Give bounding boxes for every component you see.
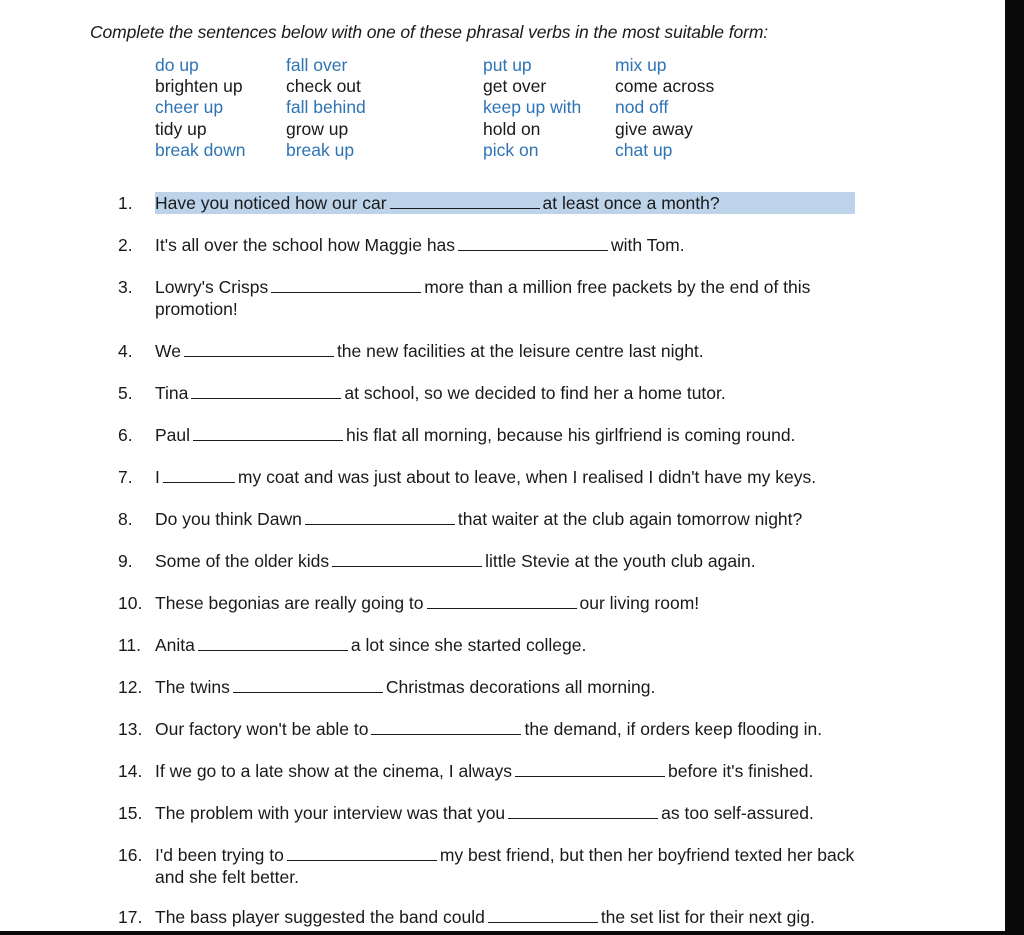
question-number: 17.: [118, 907, 143, 927]
answer-blank[interactable]: [427, 593, 577, 609]
dark-edge-right: [1005, 0, 1024, 935]
answer-blank[interactable]: [305, 509, 455, 525]
verb-item: break up: [286, 139, 355, 160]
question-after: at school, so we decided to find her a home tutor.: [344, 383, 726, 403]
question-number: 3.: [118, 277, 133, 297]
question-text: [155, 718, 855, 740]
question-text: [155, 508, 855, 530]
verb-item: cheer up: [155, 97, 224, 118]
question-after: the set list for their next gig.: [600, 907, 815, 927]
answer-blank[interactable]: [488, 907, 598, 923]
answer-blank[interactable]: [184, 341, 334, 357]
question-number: 4.: [118, 341, 133, 361]
answer-blank[interactable]: [287, 845, 437, 861]
question-after: a lot since she started college.: [350, 635, 587, 655]
question-number: 15.: [118, 803, 143, 823]
question-after: the demand, if orders keep flooding in.: [524, 719, 823, 739]
verb-item: get over: [483, 76, 547, 97]
question-before: If we go to a late show at the cinema, I always: [155, 761, 512, 781]
answer-blank[interactable]: [198, 635, 348, 651]
verb-item: put up: [483, 55, 532, 75]
answer-blank[interactable]: [191, 383, 341, 399]
question-before: Some of the older kids: [155, 551, 330, 571]
question-after: our living room!: [579, 593, 700, 613]
question-after: the new facilities at the leisure centre last night.: [336, 341, 704, 361]
verb-item: mix up: [615, 55, 667, 75]
answer-blank[interactable]: [515, 761, 665, 777]
question-number: 9.: [118, 551, 133, 571]
question-after: with Tom.: [611, 235, 685, 255]
question-number: 6.: [118, 425, 133, 445]
question-before: It's all over the school how Maggie has: [155, 235, 456, 255]
question-before: Tina: [155, 383, 189, 403]
question-number: 1.: [118, 193, 133, 213]
question-before: Anita: [155, 635, 195, 655]
question-after: before it's finished.: [668, 761, 814, 781]
verb-item: tidy up: [155, 118, 207, 139]
verb-column-1: [155, 55, 245, 161]
verb-item: check out: [286, 76, 361, 97]
question-text: [155, 760, 855, 782]
verb-column-2: [286, 55, 366, 161]
question-before: The problem with your interview was that you: [155, 803, 506, 823]
verb-item: give away: [615, 118, 693, 139]
answer-blank[interactable]: [390, 193, 540, 209]
question-after: my coat and was just about to leave, when I realised I didn't have my keys.: [237, 467, 817, 487]
question-text: [155, 676, 855, 698]
instruction-heading: Complete the sentences below with one of these phrasal verbs in the most suitable form:: [90, 22, 769, 42]
verb-item: pick on: [483, 139, 539, 160]
question-before: The bass player suggested the band could: [155, 907, 485, 927]
question-before: Lowry's Crisps: [155, 277, 269, 297]
question-number: 7.: [118, 467, 133, 487]
question-before: Have you noticed how our car: [155, 193, 387, 213]
question-before: I: [155, 467, 160, 487]
question-text: [155, 802, 855, 824]
question-text: [155, 340, 855, 362]
question-number: 13.: [118, 719, 143, 739]
verb-item: keep up with: [483, 97, 582, 118]
question-text: [155, 466, 855, 488]
question-number: 10.: [118, 593, 143, 613]
answer-blank[interactable]: [371, 719, 521, 735]
question-text: [155, 276, 855, 320]
question-number: 5.: [118, 383, 133, 403]
question-after: my best friend, but then her boyfriend texted her back and she felt better.: [155, 845, 855, 887]
question-after: little Stevie at the youth club again.: [485, 551, 756, 571]
verb-item: brighten up: [155, 76, 243, 97]
question-after: that waiter at the club again tomorrow night?: [457, 509, 803, 529]
question-before: Our factory won't be able to: [155, 719, 369, 739]
question-before: The twins: [155, 677, 230, 697]
verb-item: fall over: [286, 55, 348, 75]
verb-column-4: [615, 55, 714, 161]
question-before: Paul: [155, 425, 191, 445]
answer-blank[interactable]: [233, 677, 383, 693]
answer-blank[interactable]: [458, 235, 608, 251]
question-before: These begonias are really going to: [155, 593, 424, 613]
answer-blank[interactable]: [163, 467, 235, 483]
verb-item: grow up: [286, 118, 349, 139]
question-number: 2.: [118, 235, 133, 255]
verb-item: come across: [615, 76, 715, 97]
question-text: [155, 634, 855, 656]
question-text: [155, 424, 855, 446]
verb-item: break down: [155, 139, 246, 160]
answer-blank[interactable]: [332, 551, 482, 567]
question-number: 12.: [118, 677, 143, 697]
question-text: [155, 192, 855, 214]
question-after: at least once a month?: [542, 193, 720, 213]
question-number: 8.: [118, 509, 133, 529]
question-number: 14.: [118, 761, 143, 781]
verb-item: chat up: [615, 139, 673, 160]
verb-item: hold on: [483, 118, 541, 139]
question-before: We: [155, 341, 181, 361]
question-number: 16.: [118, 845, 143, 865]
verb-column-3: [483, 55, 581, 161]
question-number: 11.: [118, 635, 142, 655]
question-text: [155, 906, 855, 928]
question-after: Christmas decorations all morning.: [385, 677, 656, 697]
question-text: [155, 550, 855, 572]
question-after: his flat all morning, because his girlfriend is coming round.: [346, 425, 796, 445]
question-text: [155, 844, 855, 888]
question-after: as too self-assured.: [661, 803, 814, 823]
dark-edge-bottom: [0, 931, 1024, 935]
answer-blank[interactable]: [193, 425, 343, 441]
answer-blank[interactable]: [271, 277, 421, 293]
verb-item: nod off: [615, 97, 669, 118]
question-text: [155, 592, 855, 614]
question-before: I'd been trying to: [155, 845, 284, 865]
answer-blank[interactable]: [508, 803, 658, 819]
question-text: [155, 234, 855, 256]
question-before: Do you think Dawn: [155, 509, 302, 529]
verb-item: do up: [155, 55, 199, 75]
question-after: more than a million free packets by the end of this promotion!: [155, 277, 811, 319]
verb-item: fall behind: [286, 97, 366, 118]
question-text: [155, 382, 855, 404]
